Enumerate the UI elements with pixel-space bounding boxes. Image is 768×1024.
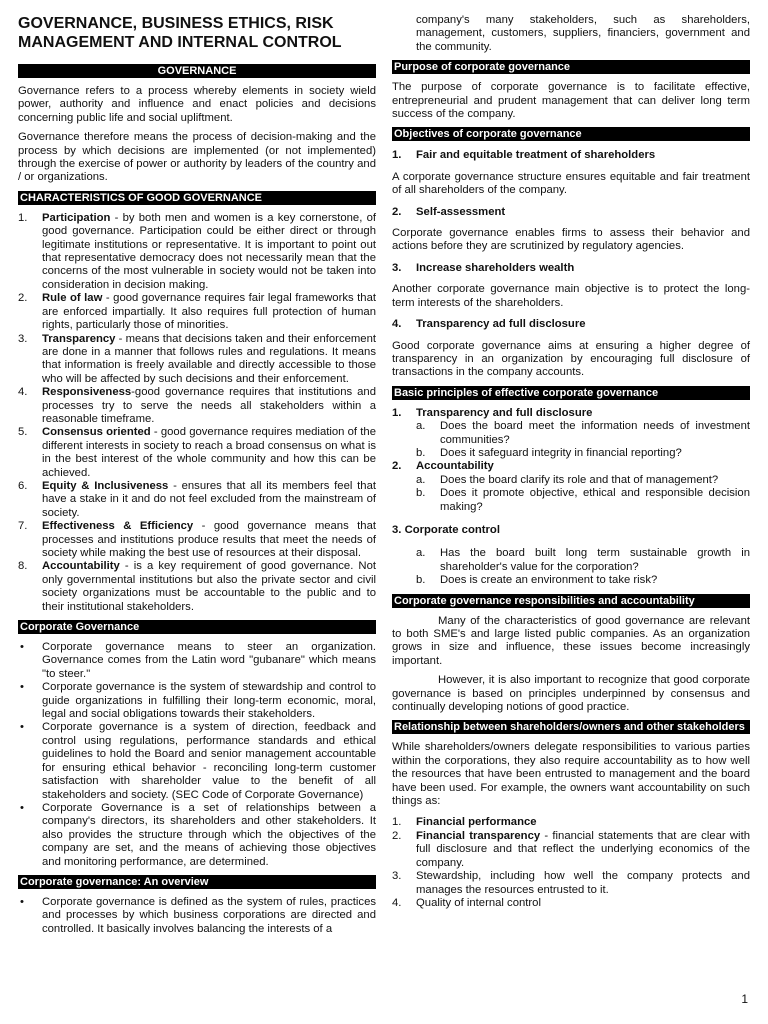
section-header-governance: GOVERNANCE [18,64,376,78]
governance-paragraph-1: Governance refers to a process whereby elements in society wield power, authority and influence and enact policies and decisions concerning public life and social upliftment. [18,85,376,124]
right-column [392,0,750,916]
objective-item: 1. Fair and equitable treatment of shareholders A corporate governance structure ensures equitable and fair treatment of all shareholders of the company. [392,149,750,197]
left-column [18,0,376,942]
list-item: • Corporate governance is the system of stewardship and control to guide organizations in fulfilling their long-term economic, moral, legal and social obligations towards their stakeholders. [20,681,376,721]
list-item: • Corporate governance is defined as the system of rules, practices and processes by which business corporations are directed and controlled. It basically involves balancing the interests of a [20,895,376,935]
list-item: a. Has the board built long term sustainable growth in shareholder's value for the corporation? [416,547,750,573]
list-item: b. Does is create an environment to take risk? [416,574,658,587]
characteristic-item: 1. Participation - by both men and women is a key cornerstone, of good governance. Participation could be either direct or through legitimate institutions or representative. It is important to point out that representative democracy does not necessarily mean that the concerns of the most vulnerable in society would not be taken into consideration in decision making. [18,211,376,291]
list-item: 2. Financial transparency - financial statements that are clear with full disclosure and that reflect the underlying economics of the company. [392,829,750,869]
purpose-paragraph: The purpose of corporate governance is to facilitate effective, entrepreneurial and prudent management that can deliver long term success of the company. [392,81,750,121]
list-item: a. Does the board clarify its role and that of management? [416,473,719,486]
relationship-paragraph: While shareholders/owners delegate responsibilities to various parties within the corporations, they also require accountability as to how well the resources that have been entrusted to management and the board have been used. For example, the owners want accountability on such things as: [392,741,750,808]
page-number: 1 [741,992,748,1006]
characteristic-item: 3. Transparency - means that decisions taken and their enforcement are done in a manner that follows rules and regulations. It means that information is freely available and directly accessible to those who will be affected by such decisions and their enforcement. [18,332,376,385]
section-header-purpose: Purpose of corporate governance [392,60,750,74]
list-item-continued: company's many stakeholders, such as shareholders, management, customers, suppliers, financiers, government and the community. [416,14,750,53]
characteristic-item: 7. Effectiveness & Efficiency - good governance means that processes and institutions produce results that meet the needs of society while making the best use of resources at their disposal. [18,520,376,559]
characteristic-item: 5. Consensus oriented - good governance requires mediation of the different interests in society to reach a broad consensus on what is in the best interest of the whole community and how this can be achieved. [18,426,376,479]
list-item: 1. Financial performance [392,816,537,829]
objective-item: 3. Increase shareholders wealth Another corporate governance main objective is to protect the long-term interests of the shareholders. [392,261,750,309]
list-item: 4. Quality of internal control [392,896,541,909]
responsibilities-paragraph-1: Many of the characteristics of good governance are relevant to both SME's and large listed public companies. As an organization grows in size and influence, these issues become increasingly important. [392,614,750,667]
section-header-corporate-governance: Corporate Governance [18,620,376,634]
list-item: • Corporate Governance is a set of relationships between a company's directors, its shareholders and other stakeholders. It also provides the structure through which the objectives of the company are set, and the means of achieving those objectives and monitoring performance, are determined. [20,801,376,868]
objective-item: 4. Transparency ad full disclosure Good corporate governance aims at ensuring a higher degree of transparency in an organization by encouraging full disclosure of transactions in the company accounts. [392,318,750,379]
document-title: GOVERNANCE, BUSINESS ETHICS, RISK MANAGEMENT AND INTERNAL CONTROL [18,15,342,51]
objective-item: 2. Self-assessment Corporate governance enables firms to assess their behavior and actions before they are scrutinized by regulatory agencies. [392,205,750,253]
characteristic-item: 6. Equity & Inclusiveness - ensures that all its members feel that have a stake in it and do not feel excluded from the mainstream of society. [18,479,376,519]
list-item: b. Does it safeguard integrity in financial reporting? [416,446,682,459]
list-item: • Corporate governance means to steer an organization. Governance comes from the Latin word "gubanare" which means "to steer." [20,641,376,680]
overview-list [18,896,376,936]
list-item: • Corporate governance is a system of direction, feedback and control using regulations, performance standards and ethical guidelines to hold the Board and senior management accountable for ensuring ethical behavior - reconciling long-term customer satisfaction with shareholder value to the benefit of all stakeholders and society. (SEC Code of Corporate Governance) [20,721,376,801]
governance-paragraph-2: Governance therefore means the process of decision-making and the process by which decisions are implemented (or not implemented) through the exercise of power or authority by leaders of the country and / or organizations. [18,131,376,184]
characteristic-item: 2. Rule of law - good governance requires fair legal frameworks that are enforced impartially. It also requires full protection of human rights, particularly those of minorities. [18,292,376,332]
list-item: 3. Stewardship, including how well the company protects and manages the resources entrusted to it. [392,870,750,896]
list-item: a. Does the board meet the information needs of investment communities? [416,420,750,446]
characteristics-list [18,212,376,614]
characteristic-item: 4. Responsiveness-good governance requires that institutions and processes try to serve the needs all stakeholders within a reasonable timeframe. [18,386,376,425]
section-header-relationship: Relationship between shareholders/owners and other stakeholders [392,720,750,734]
principle-item: 1. Transparency and full disclosure a. Does the board meet the information needs of investment communities? b. Does it safeguard integrity in financial reporting? [392,406,750,459]
responsibilities-paragraph-2: However, it is also important to recognize that good corporate governance is based on principles underpinned by consensus and continually developing notions of good practice. [392,674,750,714]
list-item: b. Does it promote objective, ethical and responsible decision making? [416,487,750,513]
principle-item: 2. Accountability a. Does the board clarify its role and that of management? b. Does it promote objective, ethical and responsible decision making? [392,460,750,513]
section-header-overview: Corporate governance: An overview [18,875,376,889]
overview-continued [392,14,750,54]
corporate-governance-list [18,641,376,869]
principle-item: 3. Corporate control a. Has the board built long term sustainable growth in shareholder's value for the corporation? b. Does is create an environment to take risk? [392,523,750,587]
characteristic-item: 8. Accountability - is a key requirement of good governance. Not only governmental institutions but also the private sector and civil society organizations must be accountable to the public and to their institutional stakeholders. [18,560,376,613]
section-header-characteristics: CHARACTERISTICS OF GOOD GOVERNANCE [18,191,376,205]
section-header-objectives: Objectives of corporate governance [392,127,750,141]
section-header-responsibilities: Corporate governance responsibilities and accountability [392,594,750,608]
section-header-principles: Basic principles of effective corporate governance [392,386,750,400]
accountability-list [392,816,750,910]
